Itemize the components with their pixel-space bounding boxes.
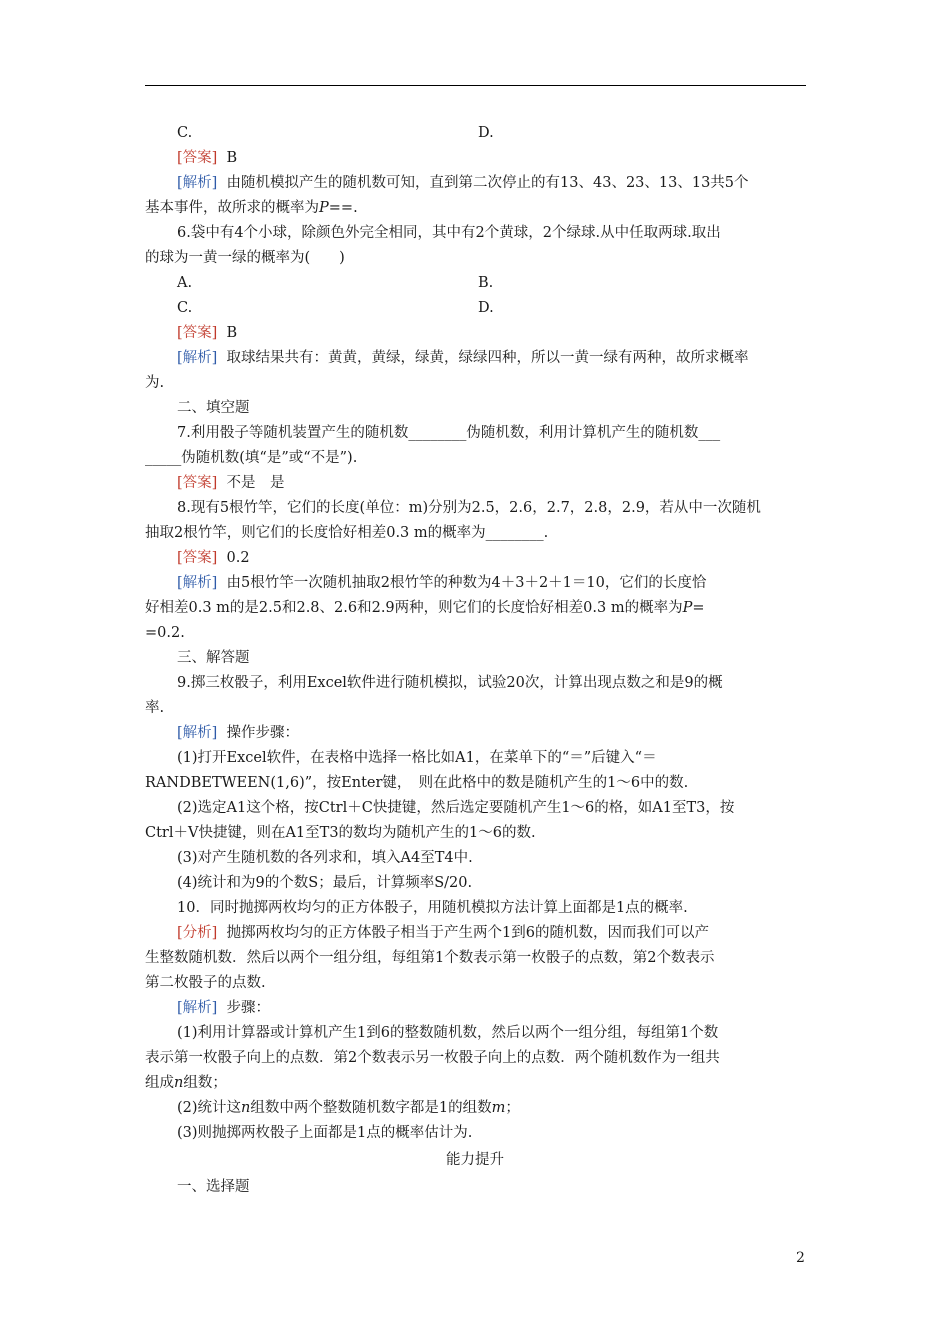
q9-step1-line-2: RANDBETWEEN(1,6)”，按Enter键， 则在此格中的数是随机产生的1～6中的数. bbox=[145, 775, 689, 791]
analysis-text: ==. bbox=[328, 200, 358, 216]
q10-analysis-intro-line-1 bbox=[177, 923, 709, 943]
heading-ability-improvement: 能力提升 bbox=[446, 1152, 504, 1168]
q5-analysis-line-1 bbox=[177, 173, 749, 193]
q5-analysis-line-2 bbox=[145, 198, 358, 218]
variable-p: P bbox=[319, 200, 329, 216]
q6-option-c: C. bbox=[177, 300, 193, 316]
answer-value: 不是 是 bbox=[226, 475, 285, 491]
analysis-text: 操作步骤： bbox=[226, 725, 300, 741]
answer-value: 0.2 bbox=[226, 550, 250, 566]
q10-analysis-head bbox=[177, 998, 270, 1018]
fenxi-tag: [分析] bbox=[177, 925, 218, 941]
q9-stem-line-1: 9.掷三枚骰子，利用Excel软件进行随机模拟，试验20次，计算出现点数之和是9的概 bbox=[177, 675, 723, 691]
q6-analysis-line-2: 为. bbox=[145, 375, 165, 391]
analysis-tag: [解析] bbox=[177, 175, 218, 191]
q8-stem-line-1: 8.现有5根竹竿，它们的长度(单位：m)分别为2.5，2.6，2.7，2.8，2.9，若从中一次随机 bbox=[177, 500, 761, 516]
q10-step2 bbox=[177, 1098, 520, 1118]
q9-step2-line-2: Ctrl＋V快捷键，则在A1至T3的数均为随机产生的1～6的数. bbox=[145, 825, 536, 841]
answer-tag: [答案] bbox=[177, 325, 218, 341]
q8-analysis-line-3: =0.2. bbox=[145, 625, 185, 641]
q8-stem-line-2: 抽取2根竹竿，则它们的长度恰好相差0.3 m的概率为________. bbox=[145, 525, 549, 541]
q9-stem-line-2: 率. bbox=[145, 700, 165, 716]
q10-step1-line-3 bbox=[145, 1073, 227, 1093]
section-heading-solutions: 三、解答题 bbox=[177, 650, 250, 666]
q9-step4: (4)统计和为9的个数S；最后，计算频率S/20. bbox=[177, 875, 473, 891]
analysis-text: 步骤： bbox=[226, 1000, 271, 1016]
q6-analysis-line-1 bbox=[177, 348, 749, 368]
q6-stem-line-2: 的球为一黄一绿的概率为( ) bbox=[145, 250, 345, 266]
section-heading-multiple-choice: 一、选择题 bbox=[177, 1179, 250, 1195]
q6-option-a: A. bbox=[177, 275, 193, 291]
q6-option-d: D. bbox=[478, 300, 494, 316]
step-text: (2)统计这 bbox=[177, 1100, 242, 1116]
q10-analysis-intro-line-3: 第二枚骰子的点数. bbox=[145, 975, 266, 991]
answer-tag: [答案] bbox=[177, 550, 218, 566]
analysis-text: 由随机模拟产生的随机数可知，直到第二次停止的有13、43、23、13、13共5个 bbox=[226, 175, 749, 191]
analysis-tag: [解析] bbox=[177, 350, 218, 366]
fenxi-text: 抛掷两枚均匀的正方体骰子相当于产生两个1到6的随机数，因而我们可以产 bbox=[226, 925, 709, 941]
variable-n: n bbox=[241, 1100, 251, 1116]
q10-step1-line-1: (1)利用计算器或计算机产生1到6的整数随机数，然后以两个一组分组，每组第1个数 bbox=[177, 1025, 719, 1041]
analysis-text: 基本事件，故所求的概率为 bbox=[145, 200, 319, 216]
q8-analysis-line-2 bbox=[145, 598, 705, 618]
q6-stem-line-1: 6.袋中有4个小球，除颜色外完全相同，其中有2个黄球，2个绿球.从中任取两球.取出 bbox=[177, 225, 721, 241]
analysis-text: 好相差0.3 m的是2.5和2.8、2.6和2.9两种，则它们的长度恰好相差0.3 m的概率为 bbox=[145, 600, 683, 616]
analysis-text: 取球结果共有：黄黄，黄绿，绿黄，绿绿四种，所以一黄一绿有两种，故所求概率 bbox=[226, 350, 749, 366]
q10-stem: 10．同时抛掷两枚均匀的正方体骰子，用随机模拟方法计算上面都是1点的概率. bbox=[177, 900, 688, 916]
variable-p: P bbox=[682, 600, 693, 616]
step-text: 组成 bbox=[145, 1075, 174, 1091]
step-text: 组数； bbox=[183, 1075, 227, 1091]
analysis-tag: [解析] bbox=[177, 575, 218, 591]
answer-value: B bbox=[226, 150, 238, 166]
analysis-tag: [解析] bbox=[177, 725, 218, 741]
q8-analysis-line-1 bbox=[177, 573, 706, 593]
page-number: 2 bbox=[796, 1250, 805, 1266]
q7-answer bbox=[177, 473, 285, 493]
step-text: ； bbox=[505, 1100, 520, 1116]
analysis-tag: [解析] bbox=[177, 1000, 218, 1016]
answer-value: B bbox=[226, 325, 238, 341]
analysis-text: = bbox=[692, 600, 705, 616]
q6-answer bbox=[177, 323, 237, 343]
q10-step1-line-2: 表示第一枚骰子向上的点数．第2个数表示另一枚骰子向上的点数．两个随机数作为一组共 bbox=[145, 1050, 720, 1066]
q7-stem-line-1: 7.利用骰子等随机装置产生的随机数________伪随机数，利用计算机产生的随机数___ bbox=[177, 425, 721, 441]
analysis-text: 由5根竹竿一次随机抽取2根竹竿的种数为4＋3＋2＋1＝10，它们的长度恰 bbox=[226, 575, 707, 591]
q9-analysis-head bbox=[177, 723, 299, 743]
variable-m: m bbox=[491, 1100, 506, 1116]
q8-answer bbox=[177, 548, 250, 568]
q9-step2-line-1: (2)选定A1这个格，按Ctrl＋C快捷键，然后选定要随机产生1～6的格，如A1至T3，按 bbox=[177, 800, 735, 816]
header-rule bbox=[145, 85, 806, 86]
q5-answer bbox=[177, 148, 237, 168]
q10-step3: (3)则抛掷两枚骰子上面都是1点的概率估计为. bbox=[177, 1125, 473, 1141]
q9-step3: (3)对产生随机数的各列求和，填入A4至T4中. bbox=[177, 850, 473, 866]
section-heading-fill-in: 二、填空题 bbox=[177, 400, 250, 416]
answer-tag: [答案] bbox=[177, 150, 218, 166]
q10-analysis-intro-line-2: 生整数随机数．然后以两个一组分组，每组第1个数表示第一枚骰子的点数，第2个数表示 bbox=[145, 950, 715, 966]
q5-option-c: C. bbox=[177, 125, 193, 141]
q5-option-d: D. bbox=[478, 125, 494, 141]
variable-n: n bbox=[174, 1075, 184, 1091]
q9-step1-line-1: (1)打开Excel软件，在表格中选择一格比如A1，在菜单下的“＝”后键入“＝ bbox=[177, 750, 657, 766]
q7-stem-line-2: _____伪随机数(填“是”或“不是”). bbox=[145, 450, 358, 466]
answer-tag: [答案] bbox=[177, 475, 218, 491]
step-text: 组数中两个整数随机数字都是1的组数 bbox=[250, 1100, 492, 1116]
q6-option-b: B. bbox=[478, 275, 494, 291]
